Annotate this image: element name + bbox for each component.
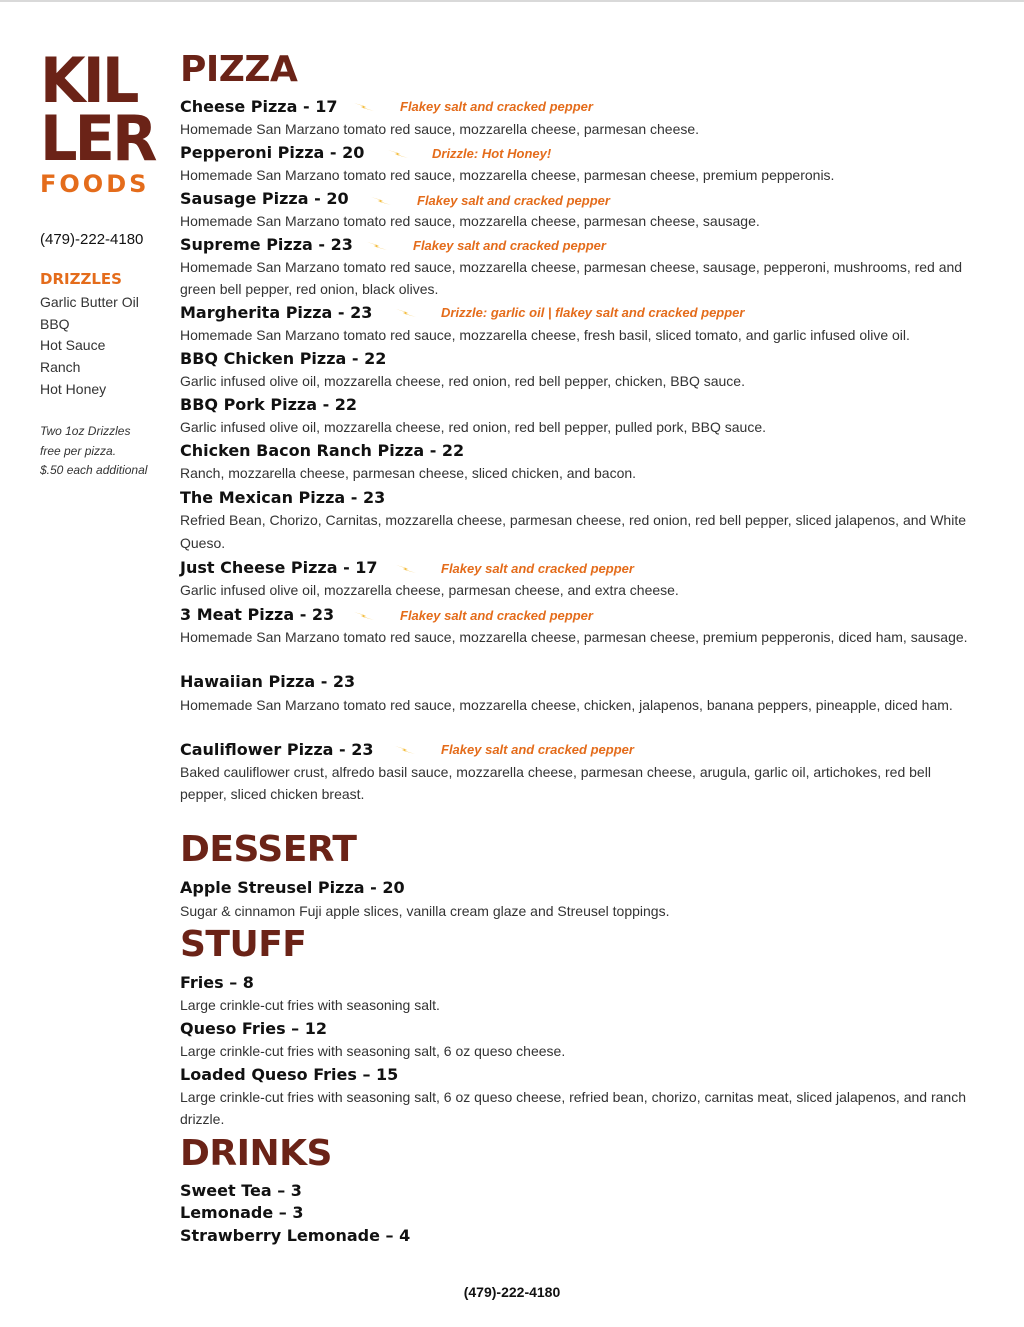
drizzle-note-line: $.50 each additional [40, 463, 148, 477]
lightning-bolt-icon [394, 307, 418, 319]
menu-item-description: Large crinkle-cut fries with seasoning salt, 6 oz queso cheese. [180, 1043, 566, 1059]
menu-item-title: The Mexican Pizza - 23 [180, 488, 386, 507]
menu-item-drizzle-note: Flakey salt and cracked pepper [417, 193, 610, 208]
menu-item-description: Large crinkle-cut fries with seasoning salt. [180, 997, 440, 1013]
drizzles-heading: DRIZZLES [40, 270, 122, 288]
menu-item-description: Sugar & cinnamon Fuji apple slices, vanilla cream glaze and Streusel toppings. [180, 903, 670, 919]
drizzle-note [40, 422, 165, 481]
menu-item-title: Pepperoni Pizza - 20 [180, 143, 365, 162]
top-border [0, 0, 1024, 2]
menu-item-description: Homemade San Marzano tomato red sauce, mozzarella cheese, parmesan cheese, premium pepperonis, diced ham, sausage. [180, 629, 968, 645]
drizzle-note-line: free per pizza. [40, 443, 117, 458]
lightning-bolt-icon [394, 563, 418, 575]
drizzle-item: BBQ [40, 315, 70, 332]
menu-item-description: Homemade San Marzano tomato red sauce, mozzarella cheese, chicken, jalapenos, banana peppers, pineapple, diced ham. [180, 697, 953, 713]
menu-item-drizzle-note: Flakey salt and cracked pepper [400, 608, 593, 623]
lightning-bolt-icon [352, 101, 376, 113]
menu-item-description: Ranch, mozzarella cheese, parmesan cheese, sliced chicken, and bacon. [180, 465, 637, 481]
menu-item-title: Loaded Queso Fries – 15 [180, 1065, 399, 1084]
menu-item-title: Queso Fries – 12 [180, 1019, 327, 1038]
drizzle-item: Garlic Butter Oil [40, 294, 139, 310]
menu-item-drizzle-note: Drizzle: garlic oil | flakey salt and cracked pepper [441, 305, 745, 320]
drink-item: Strawberry Lemonade – 4 [180, 1226, 411, 1245]
menu-item-title: 3 Meat Pizza - 23 [180, 605, 335, 624]
footer-phone-number: (479)-222-4180 [463, 1284, 561, 1300]
menu-item-drizzle-note: Flakey salt and cracked pepper [441, 561, 634, 576]
phone-number: (479)-222-4180 [40, 231, 144, 248]
logo-line-2: LER [40, 102, 155, 175]
drizzle-note-line: Two 1oz Drizzles [40, 424, 131, 438]
section-title-dessert: DESSERT [180, 829, 357, 870]
menu-item-drizzle-note: Flakey salt and cracked pepper [441, 742, 634, 757]
lightning-bolt-icon [386, 148, 410, 160]
menu-item-drizzle-note: Flakey salt and cracked pepper [400, 99, 593, 114]
menu-item-description: Refried Bean, Chorizo, Carnitas, mozzarella cheese, parmesan cheese, red onion, red bell pepper, sliced jalapenos, and White Queso. [180, 512, 966, 551]
lightning-bolt-icon [352, 610, 376, 622]
menu-item-title: Apple Streusel Pizza - 20 [180, 878, 405, 897]
drizzle-item: Ranch [40, 359, 81, 376]
menu-item-title: Sausage Pizza - 20 [180, 189, 349, 208]
section-title-drinks: DRINKS [180, 1133, 332, 1174]
lightning-bolt-icon [369, 195, 393, 207]
menu-item-title: Margherita Pizza - 23 [180, 303, 373, 322]
section-title-stuff: STUFF [180, 924, 307, 965]
menu-item-description: Homemade San Marzano tomato red sauce, mozzarella cheese, parmesan cheese, sausage, pepperoni, mushrooms, red and green bell pepper, red onion, black olives. [180, 259, 963, 297]
lightning-bolt-icon [393, 744, 417, 756]
drizzle-item: Hot Sauce [40, 337, 106, 354]
menu-item-description: Large crinkle-cut fries with seasoning salt, 6 oz queso cheese, refried bean, chorizo, carnitas meat, sliced jalapenos, and ranch drizzle. [180, 1089, 966, 1127]
menu-item-title: Hawaiian Pizza - 23 [180, 672, 356, 691]
menu-item-description: Homemade San Marzano tomato red sauce, mozzarella cheese, parmesan cheese, sausage. [180, 213, 760, 229]
menu-item-title: BBQ Chicken Pizza - 22 [180, 349, 387, 368]
section-title-pizza: PIZZA [180, 49, 298, 90]
menu-item-description: Garlic infused olive oil, mozzarella cheese, red onion, red bell pepper, pulled pork, BBQ sauce. [180, 419, 766, 435]
drink-item: Sweet Tea – 3 [180, 1181, 302, 1200]
logo-line-1: KIL [40, 44, 137, 117]
menu-item-description: Homemade San Marzano tomato red sauce, mozzarella cheese, parmesan cheese, premium pepperonis. [180, 167, 835, 183]
killer-foods-logo [40, 44, 155, 198]
menu-item-title: Fries – 8 [180, 973, 254, 992]
menu-item-description: Homemade San Marzano tomato red sauce, mozzarella cheese, parmesan cheese. [180, 121, 700, 137]
menu-item-title: Cheese Pizza - 17 [180, 97, 338, 116]
menu-item-description: Baked cauliflower crust, alfredo basil sauce, mozzarella cheese, parmesan cheese, arugula, garlic oil, artichokes, red bell pepper, sliced chicken breast. [180, 764, 931, 802]
drizzles-list [40, 292, 139, 400]
lightning-bolt-icon [365, 240, 389, 252]
menu-item-drizzle-note: Drizzle: Hot Honey! [432, 146, 552, 161]
menu-item-title: Supreme Pizza - 23 [180, 235, 353, 254]
menu-item-drizzle-note: Flakey salt and cracked pepper [413, 238, 606, 253]
menu-item-description: Homemade San Marzano tomato red sauce, mozzarella cheese, fresh basil, sliced tomato, and garlic infused olive oil. [180, 327, 910, 343]
menu-item-title: Just Cheese Pizza - 17 [180, 558, 378, 577]
menu-item-title: Chicken Bacon Ranch Pizza - 22 [180, 441, 465, 460]
logo-line-3: FOODS [40, 170, 150, 198]
menu-item-title: BBQ Pork Pizza - 22 [180, 395, 358, 414]
menu-item-title: Cauliflower Pizza - 23 [180, 740, 374, 759]
menu-item-description: Garlic infused olive oil, mozzarella cheese, parmesan cheese, and extra cheese. [180, 582, 679, 598]
drizzle-item: Hot Honey [40, 380, 107, 397]
drink-item: Lemonade – 3 [180, 1203, 304, 1222]
menu-item-description: Garlic infused olive oil, mozzarella cheese, red onion, red bell pepper, chicken, BBQ sauce. [180, 373, 745, 389]
